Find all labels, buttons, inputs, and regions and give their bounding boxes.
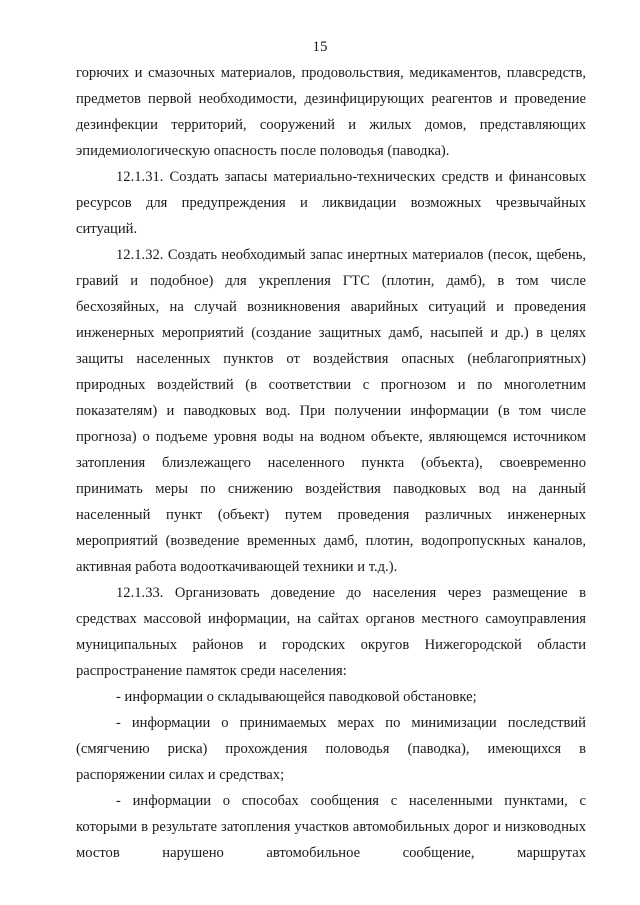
paragraph-continuation: горючих и смазочных материалов, продовольствия, медикаментов, плавсредств, предметов первой необходимости, дезинфицирующих реагентов и проведение дезинфекции территорий, сооружений и жилых домов, представляющих эпидемиологическую опасность после половодья (паводка). xyxy=(76,65,586,159)
paragraph-item-12-1-33: 12.1.33. Организовать доведение до населения через размещение в средствах массовой информации, на сайтах органов местного самоуправления муниципальных районов и городских округов Нижегородской области распространение памяток среди населения: xyxy=(76,585,586,679)
document-body xyxy=(76,60,586,866)
bullet-item-situation-info: - информации о складывающейся паводковой обстановке; xyxy=(116,689,477,705)
paragraph-item-12-1-31: 12.1.31. Создать запасы материально-технических средств и финансовых ресурсов для предупреждения и ликвидации возможных чрезвычайных ситуаций. xyxy=(76,169,586,237)
bullet-item-measures-info: - информации о принимаемых мерах по минимизации последствий (смягчению риска) прохождения половодья (паводка), имеющихся в распоряжении силах и средствах; xyxy=(76,715,586,783)
page-number: 15 xyxy=(312,39,328,55)
bullet-item-communication-info: - информации о способах сообщения с населенными пунктами, с которыми в результате затопления участков автомобильных дорог и низководных мостов нарушено автомобильное сообщение, маршрутах xyxy=(76,793,586,861)
paragraph-item-12-1-32: 12.1.32. Создать необходимый запас инертных материалов (песок, щебень, гравий и подобное) для укрепления ГТС (плотин, дамб), в том числе бесхозяйных, на случай возникновения аварийных ситуаций и проведения инженерных мероприятий (создание защитных дамб, насыпей и др.) в целях защиты населенных пунктов от воздействия опасных (неблагоприятных) природных воздействий (в соответствии с прогнозом и по многолетним показателям) и паводковых вод. При получении информации (в том числе прогноза) о подъеме уровня воды на водном объекте, являющемся источником затопления близлежащего населенного пункта (объекта), своевременно принимать меры по снижению воздействия паводковых вод на данный населенный пункт (объект) путем проведения различных инженерных мероприятий (возведение временных дамб, плотин, водопропускных каналов, активная работа водооткачивающей техники и т.д.). xyxy=(76,247,586,575)
